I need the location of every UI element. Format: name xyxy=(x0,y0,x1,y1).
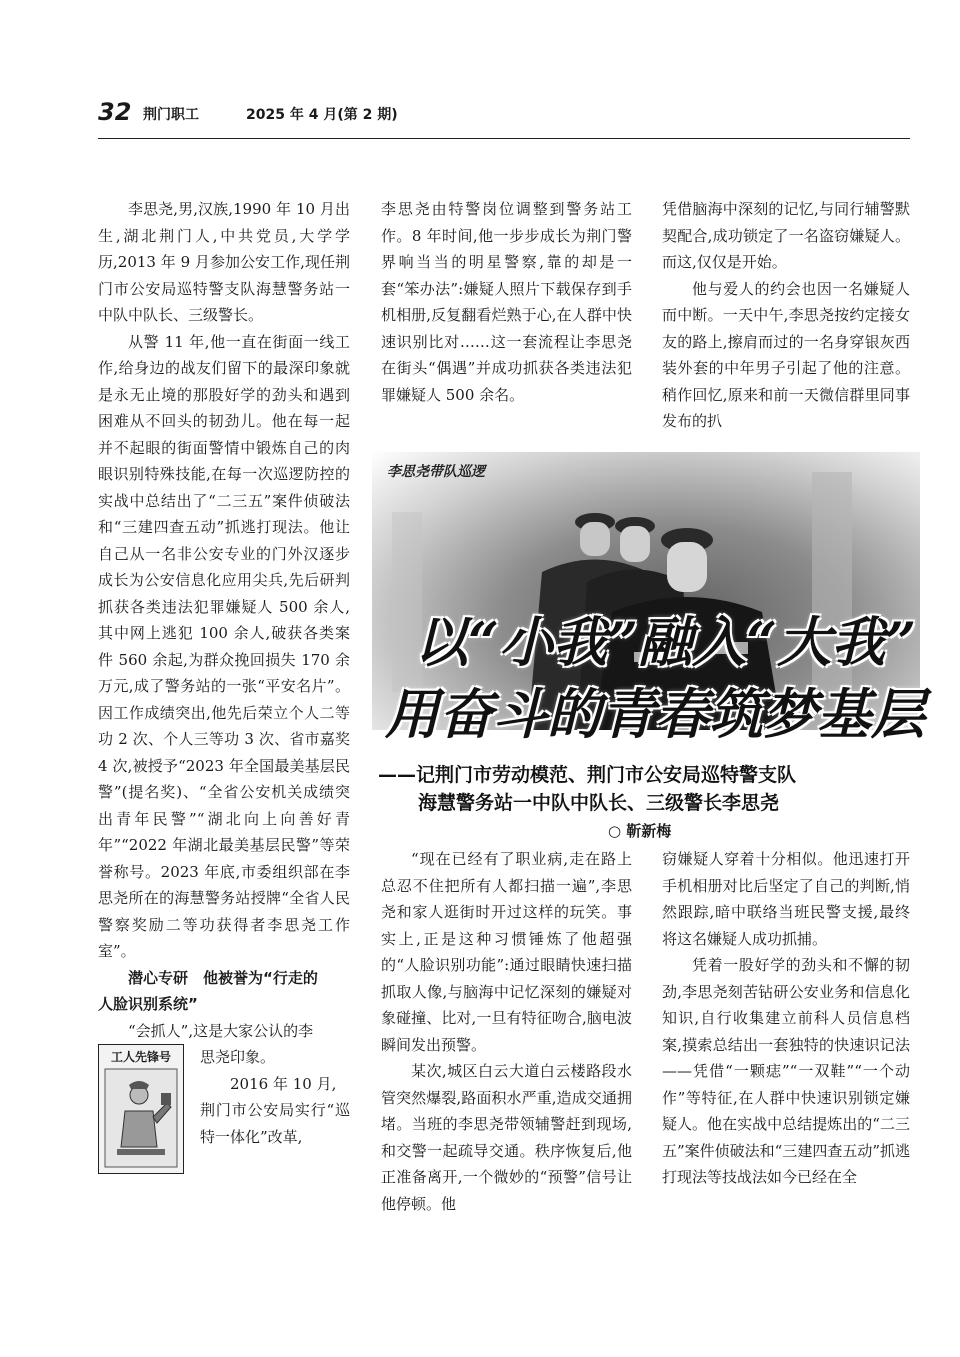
arrest-paragraph: 凭借脑海中深刻的记忆,与同行辅警默契配合,成功锁定了一名盗窃嫌疑人。而这,仅仅是开始。 xyxy=(662,200,910,271)
worker-pioneer-badge xyxy=(98,1044,184,1174)
bio-paragraph: 李思尧,男,汉族,1990 年 10 月出生,湖北荆门人,中共党员,大学学历,2013 年 9 月参加公安工作,现任荆门市公安局巡特警支队海慧警务站一中队中队长、三级警长。 xyxy=(98,200,350,324)
column-3-top xyxy=(662,196,910,435)
career-paragraph: 从警 11 年,他一直在街面一线工作,给身边的战友们留下的最深印象就是永无止境的那股好学的劲头和遇到困难从不回头的韧劲儿。他在每一起并不起眼的街面警情中锻炼自己的肉眼识别特殊技能,在每一次巡逻防控的实战中总结出了“二三五”案件侦破法和“三建四查五动”抓逃打现法。他让自己从一名非公安专业的门外汉逐步成长为公安信息化应用尖兵,先后研判抓获各类违法犯罪嫌疑人 500 余人,其中网上逃犯 100 余人,破获各类案件 560 余起,为群众挽回损失 170 余万元,成了警务站的一张“平安名片”。因工作成绩突出,他先后荣立个人二等功 2 次、个人三等功 3 次、省市嘉奖 4 次,被授予“2023 年全国最美基层民警”(提名奖)、“全省公安机关成绩突出青年民警”“湖北向上向善好青年”“2022 年湖北最美基层民警”等荣誉称号。2023 年底,市委组织部在李思尧所在的海慧警务站授牌“全省人民警察奖励二等功获得者李思尧工作室”。 xyxy=(98,332,350,960)
intro-paragraph-cont: 思尧印象。 xyxy=(200,1048,276,1066)
issue-info: 2025 年 4 月(第 2 期) xyxy=(246,107,398,123)
article-subtitle-line-2: 海慧警务站一中队中队长、三级警长李思尧 xyxy=(418,792,780,814)
traffic-story-paragraph: 某次,城区白云大道白云楼路段水管突然爆裂,路面积水严重,造成交通拥堵。当班的李思尧带领辅警赶到现场,和交警一起疏导交通。秩序恢复后,他正准备离开,一个微妙的“预警”信号让他停顿。他 xyxy=(381,1062,632,1213)
column-2-bottom xyxy=(381,846,632,1217)
reform-paragraph: 2016 年 10 月, xyxy=(230,1074,337,1093)
section-heading: 潜心专研 他被誉为“行走的 xyxy=(128,968,318,987)
article-title-line-2: 用奋斗的青春筑梦基层 xyxy=(385,682,925,746)
section-heading-cont: 人脸识别系统” xyxy=(98,995,198,1013)
article-subtitle-line-1: ——记荆门市劳动模范、荆门市公安局巡特警支队 xyxy=(378,764,797,786)
article-title-line-1: 以“小我”融入“大我” xyxy=(414,610,917,674)
capture-paragraph: 窃嫌疑人穿着十分相似。他迅速打开手机相册对比后坚定了自己的判断,悄然跟踪,暗中联络当班民警支援,最终将这名嫌疑人成功抓捕。 xyxy=(662,850,910,948)
method-paragraph: 李思尧由特警岗位调整到警务站工作。8 年时间,他一步步成长为荆门警界响当当的明星警察,靠的却是一套“笨办法”:嫌疑人照片下载保存到手机相册,反复翻看烂熟于心,在人群中快速识别比对……这一套流程让李思尧在街头“偶遇”并成功抓获各类违法犯罪嫌疑人 500 余名。 xyxy=(381,200,632,404)
column-2-top xyxy=(381,196,632,408)
badge-label: 工人先锋号 xyxy=(110,1050,171,1064)
column-3-bottom xyxy=(662,846,910,1191)
page-number: 32 xyxy=(98,98,132,126)
worker-illustration-icon xyxy=(103,1067,179,1169)
column-1 xyxy=(98,196,350,1174)
face-recognition-paragraph: “现在已经有了职业病,走在路上总忍不住把所有人都扫描一遍”,李思尧和家人逛街时开过这样的玩笑。事实上,正是这种习惯锤炼了他超强的“人脸识别功能”:通过眼睛快速扫描抓取人像,与脑海中记忆深刻的嫌疑对象碰撞、比对,一旦有特征吻合,脑电波瞬间发出预警。 xyxy=(381,850,632,1054)
photo-caption: 李思尧带队巡逻 xyxy=(387,464,485,480)
reform-paragraph-cont: 荆门市公安局实行“巡特一体化”改革, xyxy=(200,1101,350,1146)
page-header xyxy=(98,98,910,139)
magazine-name: 荆门职工 xyxy=(143,107,199,123)
date-story-paragraph: 他与爱人的约会也因一名嫌疑人而中断。一天中午,李思尧按约定接女友的路上,擦肩而过的一名身穿银灰西装外套的中年男子引起了他的注意。稍作回忆,原来和前一天微信群里同事发布的扒 xyxy=(662,279,910,430)
intro-paragraph: “会抓人”,这是大家公认的李 xyxy=(128,1021,314,1040)
author-byline: ○ 靳新梅 xyxy=(608,822,672,840)
technique-paragraph: 凭着一股好学的劲头和不懈的韧劲,李思尧刻苦钻研公安业务和信息化知识,自行收集建立前科人员信息档案,摸索总结出一套独特的快速识记法——凭借“一颗痣”“一双鞋”“一个动作”等特征,在人群中快速识别锁定嫌疑人。他在实战中总结提炼出的“二三五”案件侦破法和“三建四查五动”抓逃打现法等技战法如今已经在全 xyxy=(662,956,911,1186)
